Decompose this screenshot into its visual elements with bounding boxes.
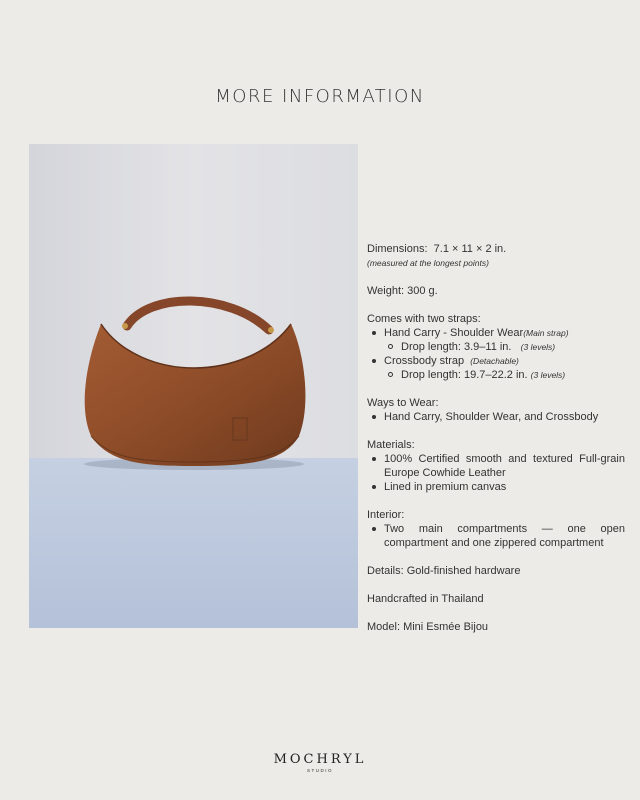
- ways-heading: Ways to Wear:: [367, 397, 439, 409]
- strap-levels: (3 levels): [520, 342, 556, 352]
- product-info: [367, 242, 625, 634]
- strap-note: (Main strap): [523, 328, 569, 338]
- interior-list: [367, 522, 625, 550]
- list-item: Hand Carry, Shoulder Wear, and Crossbody: [367, 410, 625, 424]
- list-item: Two main compartments — one open compartment and one zippered compartment: [367, 522, 625, 550]
- handcrafted: Handcrafted in Thailand: [367, 593, 484, 605]
- page-title: MORE INFORMATION: [215, 86, 425, 107]
- strap-levels: (3 levels): [530, 370, 566, 380]
- materials-list: [367, 452, 625, 494]
- model: Model: Mini Esmée Bijou: [367, 621, 489, 633]
- straps-heading: Comes with two straps:: [367, 313, 481, 325]
- interior-heading: Interior:: [367, 509, 405, 521]
- list-item: 100% Certified smooth and textured Full-grain Europe Cowhide Leather: [367, 452, 625, 480]
- strap-item: [367, 326, 625, 340]
- strap-drop: Drop length: 19.7–22.2 in.: [401, 369, 528, 381]
- strap-drop: Drop length: 3.9–11 in.: [401, 341, 512, 353]
- strap-note: (Detachable): [470, 356, 519, 366]
- strap-item: [367, 354, 625, 368]
- ways-list: [367, 410, 625, 424]
- brand-logo: [0, 752, 640, 773]
- weight: Weight: 300 g.: [367, 285, 438, 297]
- straps-list: [367, 326, 625, 382]
- list-item: Lined in premium canvas: [367, 480, 625, 494]
- materials-heading: Materials:: [367, 439, 415, 451]
- details: Details: Gold-finished hardware: [367, 565, 521, 577]
- dimensions-label: Dimensions:: [367, 243, 428, 255]
- strap-label: Hand Carry - Shoulder Wear: [384, 327, 524, 339]
- strap-drop-item: [367, 368, 625, 382]
- dimensions-value: 7.1 × 11 × 2 in.: [433, 243, 507, 255]
- product-photo: [29, 144, 358, 628]
- brand-name: MOCHRYL: [273, 752, 367, 767]
- strap-drop-item: [367, 340, 625, 354]
- dimensions-note: (measured at the longest points): [367, 258, 489, 268]
- brand-tagline: STUDIO: [306, 768, 333, 773]
- strap-label: Crossbody strap: [384, 355, 465, 367]
- dimensions-line: [367, 242, 625, 256]
